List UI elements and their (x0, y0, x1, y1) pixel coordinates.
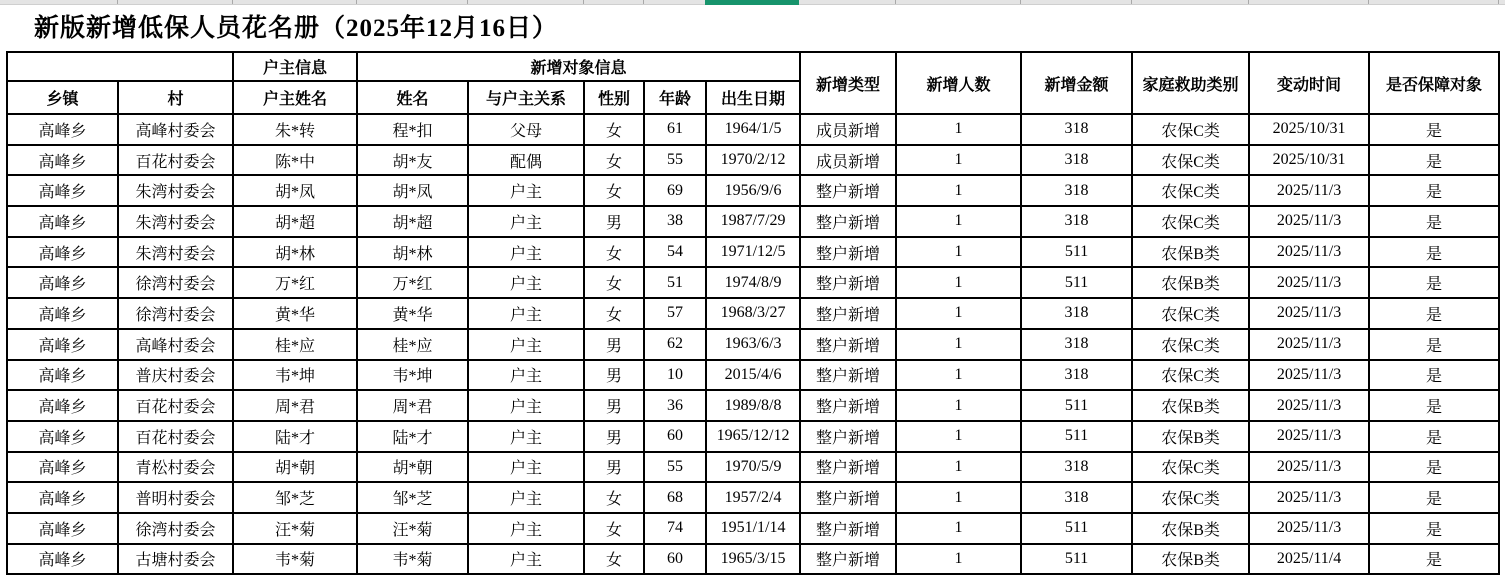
table-cell[interactable]: 511 (1021, 390, 1132, 421)
table-cell[interactable]: 周*君 (233, 390, 357, 421)
table-cell[interactable]: 农保C类 (1132, 298, 1249, 329)
table-cell[interactable]: 整户新增 (800, 329, 896, 360)
table-cell[interactable]: 高峰乡 (7, 544, 118, 575)
table-row (7, 360, 1499, 391)
table-cell[interactable]: 60 (644, 544, 706, 575)
table-cell[interactable]: 51 (644, 267, 706, 298)
table-cell[interactable]: 1 (896, 482, 1021, 513)
header-new-type[interactable]: 新增类型 (800, 52, 896, 114)
table-cell[interactable]: 1965/12/12 (706, 421, 800, 452)
table-cell[interactable]: 2025/11/3 (1249, 513, 1369, 544)
table-cell[interactable]: 户主 (468, 482, 584, 513)
table-cell[interactable]: 1 (896, 267, 1021, 298)
table-cell[interactable]: 55 (644, 452, 706, 483)
table-cell[interactable]: 318 (1021, 145, 1132, 176)
table-cell[interactable]: 整户新增 (800, 298, 896, 329)
table-body (7, 114, 1499, 574)
table-cell[interactable]: 配偶 (468, 145, 584, 176)
header-new-count[interactable]: 新增人数 (896, 52, 1021, 114)
table-cell[interactable]: 55 (644, 145, 706, 176)
column-boundary-tick (1498, 0, 1499, 4)
table-cell[interactable]: 1 (896, 390, 1021, 421)
table-cell[interactable]: 陆*才 (357, 421, 468, 452)
column-boundary-tick (895, 0, 896, 4)
table-cell[interactable]: 60 (644, 421, 706, 452)
table-cell[interactable]: 318 (1021, 175, 1132, 206)
table-cell[interactable]: 2025/11/3 (1249, 237, 1369, 268)
table-cell[interactable]: 徐湾村委会 (118, 267, 233, 298)
table-cell[interactable]: 1965/3/15 (706, 544, 800, 575)
selected-column-indicator[interactable] (705, 0, 799, 5)
table-cell[interactable]: 农保B类 (1132, 267, 1249, 298)
table-cell[interactable]: 整户新增 (800, 452, 896, 483)
table-cell[interactable]: 农保B类 (1132, 513, 1249, 544)
table-cell[interactable]: 318 (1021, 114, 1132, 145)
table-cell[interactable]: 男 (584, 329, 644, 360)
table-cell[interactable]: 2025/11/3 (1249, 175, 1369, 206)
table-cell[interactable]: 整户新增 (800, 267, 896, 298)
table-cell[interactable]: 是 (1369, 482, 1499, 513)
table-cell[interactable]: 农保B类 (1132, 237, 1249, 268)
table-cell[interactable]: 1957/2/4 (706, 482, 800, 513)
table-cell[interactable]: 2025/11/3 (1249, 329, 1369, 360)
table-cell[interactable]: 2025/11/3 (1249, 482, 1369, 513)
table-cell[interactable]: 是 (1369, 421, 1499, 452)
table-cell[interactable]: 2025/10/31 (1249, 114, 1369, 145)
table-row (7, 390, 1499, 421)
table-cell[interactable]: 胡*朝 (357, 452, 468, 483)
column-boundary-tick (1020, 0, 1021, 4)
table-cell[interactable]: 农保C类 (1132, 206, 1249, 237)
table-cell[interactable]: 高峰乡 (7, 329, 118, 360)
table-cell[interactable]: 1964/1/5 (706, 114, 800, 145)
table-cell[interactable]: 百花村委会 (118, 421, 233, 452)
table-cell[interactable]: 1 (896, 421, 1021, 452)
table-cell[interactable]: 318 (1021, 206, 1132, 237)
table-cell[interactable]: 2025/11/3 (1249, 421, 1369, 452)
table-cell[interactable]: 1 (896, 237, 1021, 268)
header-name[interactable]: 姓名 (357, 81, 468, 114)
table-cell[interactable]: 农保C类 (1132, 329, 1249, 360)
table-cell[interactable]: 古塘村委会 (118, 544, 233, 575)
table-cell[interactable]: 69 (644, 175, 706, 206)
table-cell[interactable]: 桂*应 (233, 329, 357, 360)
table-cell[interactable]: 2025/11/3 (1249, 360, 1369, 391)
table-cell[interactable]: 是 (1369, 175, 1499, 206)
table-cell[interactable]: 农保C类 (1132, 145, 1249, 176)
table-cell[interactable]: 高峰村委会 (118, 329, 233, 360)
table-cell[interactable]: 整户新增 (800, 544, 896, 575)
table-cell[interactable]: 女 (584, 482, 644, 513)
table-cell[interactable]: 成员新增 (800, 145, 896, 176)
table-cell[interactable]: 韦*菊 (357, 544, 468, 575)
table-cell[interactable]: 1 (896, 329, 1021, 360)
table-cell[interactable]: 万*红 (357, 267, 468, 298)
table-row (7, 544, 1499, 575)
table-cell[interactable]: 57 (644, 298, 706, 329)
table-cell[interactable]: 男 (584, 360, 644, 391)
table-cell[interactable]: 邹*芝 (357, 482, 468, 513)
table-cell[interactable]: 胡*超 (233, 206, 357, 237)
header-household-info[interactable]: 户主信息 (233, 52, 357, 81)
table-cell[interactable]: 是 (1369, 329, 1499, 360)
table-cell[interactable]: 户主 (468, 298, 584, 329)
table-cell[interactable]: 普庆村委会 (118, 360, 233, 391)
table-cell[interactable]: 是 (1369, 360, 1499, 391)
table-cell[interactable]: 整户新增 (800, 175, 896, 206)
table-cell[interactable]: 是 (1369, 237, 1499, 268)
table-cell[interactable]: 高峰乡 (7, 114, 118, 145)
table-cell[interactable]: 农保C类 (1132, 175, 1249, 206)
table-cell[interactable]: 户主 (468, 390, 584, 421)
table-cell[interactable]: 桂*应 (357, 329, 468, 360)
table-cell[interactable]: 是 (1369, 544, 1499, 575)
table-row (7, 452, 1499, 483)
table-cell[interactable]: 黄*华 (357, 298, 468, 329)
table-cell[interactable]: 1 (896, 206, 1021, 237)
table-cell[interactable]: 高峰乡 (7, 298, 118, 329)
table-cell[interactable]: 整户新增 (800, 421, 896, 452)
table-cell[interactable]: 朱湾村委会 (118, 175, 233, 206)
table-cell[interactable]: 1951/1/14 (706, 513, 800, 544)
table-cell[interactable]: 户主 (468, 513, 584, 544)
table-cell[interactable]: 是 (1369, 145, 1499, 176)
page-title: 新版新增低保人员花名册（2025年12月16日） (34, 15, 559, 42)
table-cell[interactable]: 汪*菊 (233, 513, 357, 544)
table-cell[interactable]: 胡*林 (357, 237, 468, 268)
table-cell[interactable]: 女 (584, 175, 644, 206)
table-cell[interactable]: 1974/8/9 (706, 267, 800, 298)
table-cell[interactable]: 2025/11/3 (1249, 390, 1369, 421)
table-row (7, 267, 1499, 298)
table-cell[interactable]: 是 (1369, 513, 1499, 544)
table-cell[interactable]: 胡*友 (357, 145, 468, 176)
table-cell[interactable]: 是 (1369, 114, 1499, 145)
table-cell[interactable]: 62 (644, 329, 706, 360)
table-cell[interactable]: 1 (896, 513, 1021, 544)
table-cell[interactable]: 女 (584, 267, 644, 298)
table-cell[interactable]: 整户新增 (800, 390, 896, 421)
table-cell[interactable]: 胡*朝 (233, 452, 357, 483)
table-cell[interactable]: 高峰乡 (7, 237, 118, 268)
roster-table (6, 51, 1500, 575)
table-cell[interactable]: 男 (584, 390, 644, 421)
table-cell[interactable]: 成员新增 (800, 114, 896, 145)
table-cell[interactable]: 1 (896, 452, 1021, 483)
table-cell[interactable]: 36 (644, 390, 706, 421)
table-cell[interactable]: 胡*超 (357, 206, 468, 237)
table-row (7, 482, 1499, 513)
table-cell[interactable]: 徐湾村委会 (118, 298, 233, 329)
table-cell[interactable]: 61 (644, 114, 706, 145)
table-cell[interactable]: 韦*坤 (233, 360, 357, 391)
table-cell[interactable]: 父母 (468, 114, 584, 145)
table-cell[interactable]: 女 (584, 298, 644, 329)
column-boundary-tick (643, 0, 644, 4)
table-cell[interactable]: 2025/11/3 (1249, 267, 1369, 298)
table-cell[interactable]: 10 (644, 360, 706, 391)
table-row (7, 145, 1499, 176)
table-cell[interactable]: 2025/10/31 (1249, 145, 1369, 176)
table-cell[interactable]: 2025/11/3 (1249, 452, 1369, 483)
table-cell[interactable]: 2015/4/6 (706, 360, 800, 391)
table-cell[interactable]: 农保C类 (1132, 452, 1249, 483)
table-cell[interactable]: 1963/6/3 (706, 329, 800, 360)
table-cell[interactable]: 1971/12/5 (706, 237, 800, 268)
table-cell[interactable]: 女 (584, 114, 644, 145)
table-cell[interactable]: 68 (644, 482, 706, 513)
table-cell[interactable]: 1 (896, 298, 1021, 329)
header-family-aid-category[interactable]: 家庭救助类别 (1132, 52, 1249, 114)
column-boundary-tick (232, 0, 233, 4)
table-cell[interactable]: 511 (1021, 267, 1132, 298)
table-cell[interactable]: 女 (584, 513, 644, 544)
table-cell[interactable]: 1970/5/9 (706, 452, 800, 483)
table-cell[interactable]: 朱湾村委会 (118, 206, 233, 237)
table-cell[interactable]: 周*君 (357, 390, 468, 421)
table-cell[interactable]: 74 (644, 513, 706, 544)
table-cell[interactable]: 黄*华 (233, 298, 357, 329)
table-cell[interactable]: 陆*才 (233, 421, 357, 452)
table-cell[interactable]: 户主 (468, 452, 584, 483)
table-cell[interactable]: 高峰乡 (7, 513, 118, 544)
table-cell[interactable]: 1970/2/12 (706, 145, 800, 176)
table-cell[interactable]: 是 (1369, 452, 1499, 483)
table-cell[interactable]: 高峰乡 (7, 267, 118, 298)
table-cell[interactable]: 高峰村委会 (118, 114, 233, 145)
table-cell[interactable]: 高峰乡 (7, 482, 118, 513)
table-cell[interactable]: 程*扣 (357, 114, 468, 145)
column-boundary-tick (356, 0, 357, 4)
table-cell[interactable]: 普明村委会 (118, 482, 233, 513)
table-cell[interactable]: 2025/11/3 (1249, 298, 1369, 329)
table-cell[interactable]: 户主 (468, 421, 584, 452)
table-cell[interactable]: 高峰乡 (7, 452, 118, 483)
table-cell[interactable]: 户主 (468, 544, 584, 575)
table-cell[interactable]: 整户新增 (800, 206, 896, 237)
table-cell[interactable]: 511 (1021, 544, 1132, 575)
table-cell[interactable]: 万*红 (233, 267, 357, 298)
table-cell[interactable]: 徐湾村委会 (118, 513, 233, 544)
table-cell[interactable]: 户主 (468, 329, 584, 360)
table-cell[interactable]: 整户新增 (800, 360, 896, 391)
header-new-target-info[interactable]: 新增对象信息 (357, 52, 800, 81)
header-village[interactable]: 村 (118, 81, 233, 114)
table-cell[interactable]: 男 (584, 421, 644, 452)
header-household-head-name[interactable]: 户主姓名 (233, 81, 357, 114)
table-cell[interactable]: 女 (584, 145, 644, 176)
table-cell[interactable]: 男 (584, 452, 644, 483)
header-township[interactable]: 乡镇 (7, 81, 118, 114)
table-cell[interactable]: 户主 (468, 360, 584, 391)
header-blank-cell[interactable] (7, 52, 233, 81)
header-change-time[interactable]: 变动时间 (1249, 52, 1369, 114)
table-cell[interactable]: 户主 (468, 175, 584, 206)
table-cell[interactable]: 318 (1021, 360, 1132, 391)
table-cell[interactable]: 邹*芝 (233, 482, 357, 513)
table-cell[interactable]: 2025/11/4 (1249, 544, 1369, 575)
table-cell[interactable]: 511 (1021, 513, 1132, 544)
table-cell[interactable]: 胡*林 (233, 237, 357, 268)
table-row (7, 298, 1499, 329)
table-cell[interactable]: 整户新增 (800, 237, 896, 268)
table-cell[interactable]: 2025/11/3 (1249, 206, 1369, 237)
table-cell[interactable]: 韦*坤 (357, 360, 468, 391)
table-cell[interactable]: 1 (896, 360, 1021, 391)
table-cell[interactable]: 整户新增 (800, 482, 896, 513)
table-cell[interactable]: 高峰乡 (7, 421, 118, 452)
table-cell[interactable]: 韦*菊 (233, 544, 357, 575)
table-cell[interactable]: 高峰乡 (7, 175, 118, 206)
table-cell[interactable]: 男 (584, 206, 644, 237)
table-cell[interactable]: 318 (1021, 452, 1132, 483)
table-cell[interactable]: 是 (1369, 390, 1499, 421)
table-cell[interactable]: 38 (644, 206, 706, 237)
header-birth-date[interactable]: 出生日期 (706, 81, 800, 114)
table-cell[interactable]: 农保B类 (1132, 390, 1249, 421)
column-boundary-tick (117, 0, 118, 4)
table-cell[interactable]: 1 (896, 114, 1021, 145)
table-cell[interactable]: 54 (644, 237, 706, 268)
table-cell[interactable]: 百花村委会 (118, 390, 233, 421)
table-cell[interactable]: 1 (896, 175, 1021, 206)
table-cell[interactable]: 是 (1369, 267, 1499, 298)
column-boundary-tick (467, 0, 468, 4)
header-is-protected[interactable]: 是否保障对象 (1369, 52, 1499, 114)
column-boundary-tick (1248, 0, 1249, 4)
table-cell[interactable]: 胡*凤 (233, 175, 357, 206)
table-row (7, 206, 1499, 237)
column-boundary-tick (1131, 0, 1132, 4)
table-cell[interactable]: 户主 (468, 237, 584, 268)
column-header-strip (0, 0, 1505, 5)
column-boundary-tick (583, 0, 584, 4)
table-cell[interactable]: 高峰乡 (7, 145, 118, 176)
table-cell[interactable]: 整户新增 (800, 513, 896, 544)
table-cell[interactable]: 百花村委会 (118, 145, 233, 176)
table-cell[interactable]: 是 (1369, 206, 1499, 237)
table-cell[interactable]: 农保B类 (1132, 421, 1249, 452)
table-cell[interactable]: 农保C类 (1132, 482, 1249, 513)
table-cell[interactable]: 1956/9/6 (706, 175, 800, 206)
header-gender[interactable]: 性别 (584, 81, 644, 114)
header-age[interactable]: 年龄 (644, 81, 706, 114)
header-relationship[interactable]: 与户主关系 (468, 81, 584, 114)
table-cell[interactable]: 朱湾村委会 (118, 237, 233, 268)
table-row (7, 513, 1499, 544)
table-cell[interactable]: 朱*转 (233, 114, 357, 145)
table-cell[interactable]: 高峰乡 (7, 360, 118, 391)
table-cell[interactable]: 青松村委会 (118, 452, 233, 483)
table-cell[interactable]: 农保C类 (1132, 360, 1249, 391)
table-cell[interactable]: 高峰乡 (7, 390, 118, 421)
table-cell[interactable]: 1 (896, 145, 1021, 176)
table-cell[interactable]: 511 (1021, 237, 1132, 268)
header-group-row (7, 52, 1499, 81)
table-cell[interactable]: 户主 (468, 206, 584, 237)
table-row (7, 329, 1499, 360)
table-cell[interactable]: 胡*凤 (357, 175, 468, 206)
table-row (7, 114, 1499, 145)
column-boundary-tick (1368, 0, 1369, 4)
table-cell[interactable]: 汪*菊 (357, 513, 468, 544)
table-cell[interactable]: 女 (584, 544, 644, 575)
table-cell[interactable]: 农保C类 (1132, 114, 1249, 145)
table-cell[interactable]: 511 (1021, 421, 1132, 452)
table-row (7, 237, 1499, 268)
table-cell[interactable]: 陈*中 (233, 145, 357, 176)
table-cell[interactable]: 318 (1021, 482, 1132, 513)
header-new-amount[interactable]: 新增金额 (1021, 52, 1132, 114)
table-cell[interactable]: 1989/8/8 (706, 390, 800, 421)
table-cell[interactable]: 户主 (468, 267, 584, 298)
table-cell[interactable]: 1968/3/27 (706, 298, 800, 329)
table-cell[interactable]: 女 (584, 237, 644, 268)
table-cell[interactable]: 318 (1021, 298, 1132, 329)
table-cell[interactable]: 高峰乡 (7, 206, 118, 237)
table-cell[interactable]: 农保B类 (1132, 544, 1249, 575)
table-cell[interactable]: 是 (1369, 298, 1499, 329)
table-cell[interactable]: 1987/7/29 (706, 206, 800, 237)
table-cell[interactable]: 318 (1021, 329, 1132, 360)
table-row (7, 175, 1499, 206)
table-cell[interactable]: 1 (896, 544, 1021, 575)
table-row (7, 421, 1499, 452)
